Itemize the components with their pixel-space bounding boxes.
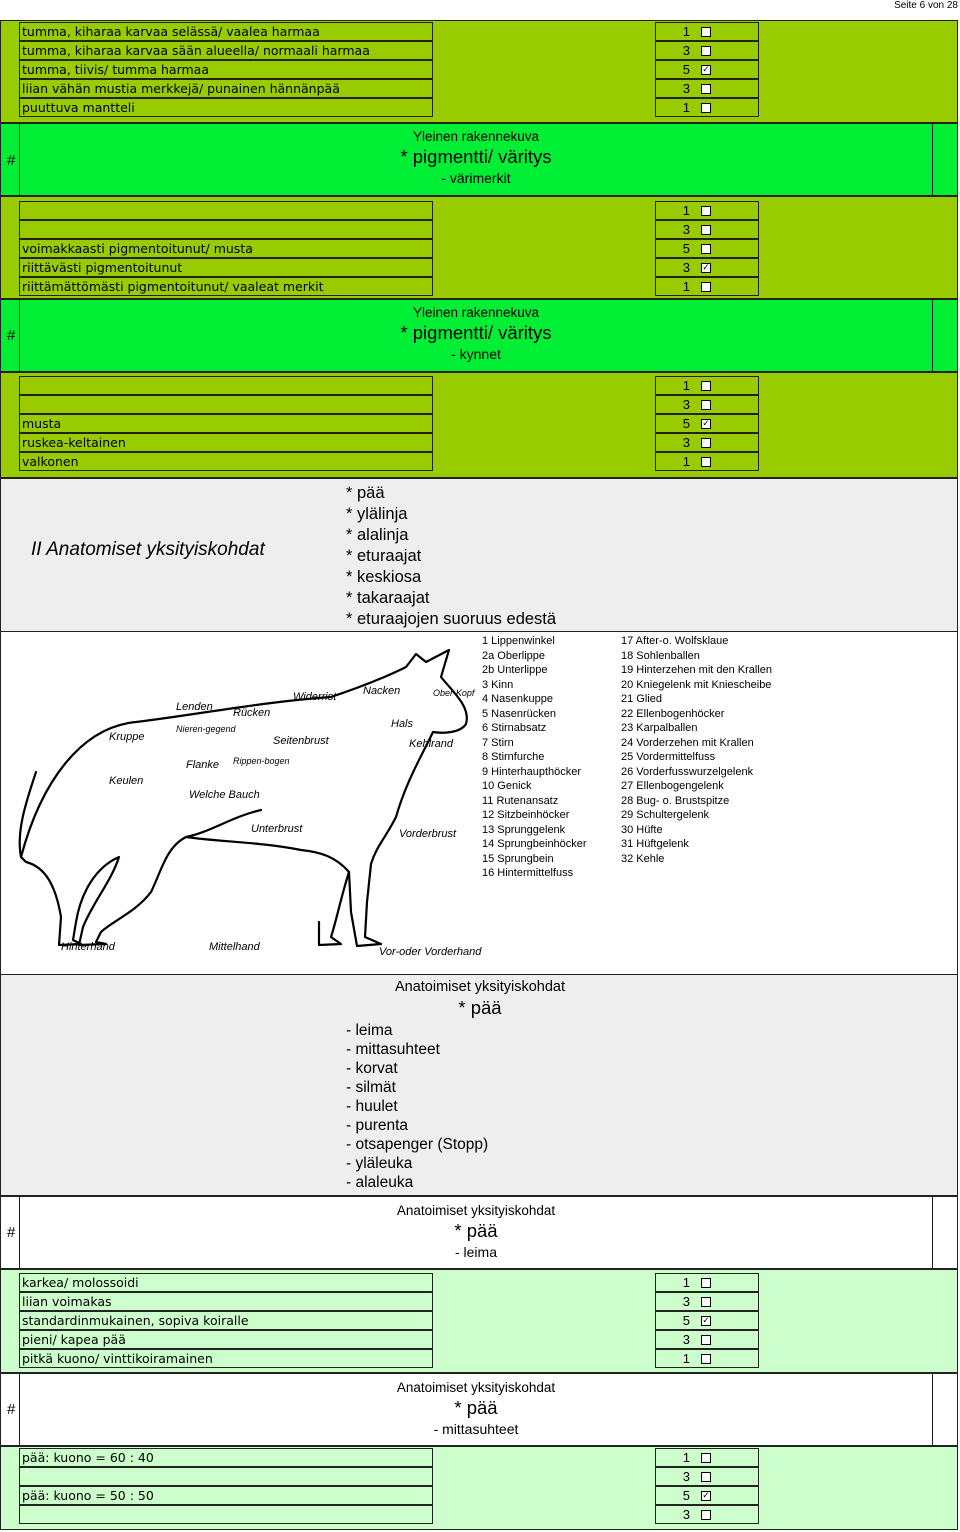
anatomy-item: * eturaajat [346,547,422,565]
head-detail-item: - otsapenger (Stopp) [346,1136,489,1153]
score-checkbox[interactable] [701,1297,711,1307]
option-label: pää: kuono = 60 : 40 [19,1448,433,1467]
dog-label-vorhand: Vor-oder Vorderhand [379,946,482,958]
option-block-markings [0,196,958,299]
score-cell [655,1505,759,1524]
score-checkbox[interactable] [701,1453,711,1463]
score-cell [655,1292,759,1311]
legend-item: 1 Lippenwinkel [482,635,555,647]
head-detail-item: - yläleuka [346,1155,413,1172]
score-cell [655,79,759,98]
option-label: tumma, kiharaa karvaa sään alueella/ normaali harmaa [19,41,433,60]
score-cell [655,414,759,433]
score-value: 3 [682,1469,690,1484]
score-cell [655,376,759,395]
dog-label-kehlrand: Kehlrand [409,738,454,750]
legend-item: 29 Schultergelenk [621,809,710,821]
option-label: riittämättömästi pigmentoitunut/ vaaleat merkit [19,277,433,296]
dog-label-mittelhand: Mittelhand [209,941,260,953]
anatomy-section [0,478,958,632]
dog-label-kruppe: Kruppe [109,731,145,743]
score-cell [655,41,759,60]
header-line3: - värimerkit [441,170,511,186]
section-header-mittasuhteet [0,1373,958,1446]
score-value: 3 [682,435,690,450]
score-value: 5 [682,241,690,256]
legend-item: 9 Hinterhaupthöcker [482,765,582,778]
score-value: 1 [682,1275,690,1290]
option-label [19,1505,433,1524]
score-cell [655,22,759,41]
header-line2: * pigmentti/ väritys [400,322,552,343]
header-line2: * pigmentti/ väritys [400,146,552,167]
score-checkbox[interactable] [701,244,711,254]
legend-item: 17 After-o. Wolfsklaue [621,635,729,647]
section-hash: # [7,1224,16,1241]
score-checkbox[interactable] [701,103,711,113]
legend-item: 13 Sprunggelenk [482,823,566,836]
header-line2: * pää [454,1220,498,1241]
score-cell [655,433,759,452]
anatomy-list [346,483,556,630]
option-block-mittasuhteet [0,1446,958,1530]
option-block-nails [0,372,958,478]
score-value: 1 [682,1450,690,1465]
option-label [19,1467,433,1486]
legend-item: 30 Hüfte [621,823,663,836]
score-checkbox[interactable]: ✓ [702,263,710,273]
score-value: 1 [682,24,690,39]
score-checkbox[interactable] [701,457,711,467]
legend-item: 18 Sohlenballen [621,649,700,662]
score-value: 1 [682,203,690,218]
option-label: tumma, kiharaa karvaa selässä/ vaalea harmaa [19,22,433,41]
dog-label-welchebauch: Welche Bauch [189,789,260,801]
option-label: karkea/ molossoidi [19,1273,433,1292]
option-label: pieni/ kapea pää [19,1330,433,1349]
header-line3: - leima [454,1244,497,1260]
dog-label-keulen: Keulen [109,775,144,787]
legend-item: 7 Stirn [482,736,514,749]
page-number: Seite 6 von 28 [894,0,958,11]
dog-label-vorderbrust: Vorderbrust [399,828,457,840]
option-label: riittävästi pigmentoitunut [19,258,433,277]
score-value: 3 [682,1294,690,1309]
option-label: ruskea-keltainen [19,433,433,452]
legend-item: 14 Sprungbeinhöcker [482,838,587,850]
option-label: valkonen [19,452,433,471]
dog-label-oberkopf: Ober-Kopf [433,688,475,698]
score-cell [655,277,759,296]
option-block-leima [0,1269,958,1373]
legend-item: 23 Karpalballen [621,722,698,734]
section-header-text [19,300,933,371]
score-checkbox[interactable] [701,27,711,37]
score-checkbox[interactable] [701,225,711,235]
legend-column-2 [621,634,772,866]
score-value: 3 [682,260,690,275]
legend-column-1 [482,634,587,881]
score-value: 1 [682,100,690,115]
score-checkbox[interactable] [701,381,711,391]
option-block-colour [0,20,958,123]
legend-item: 11 Rutenansatz [482,794,559,807]
option-label: liian vähän mustia merkkejä/ punainen hännänpää [19,79,433,98]
score-checkbox[interactable]: ✓ [702,419,710,429]
legend-item: 10 Genick [482,780,532,792]
score-cell [655,1486,759,1505]
score-cell [655,1311,759,1330]
score-checkbox[interactable] [701,1472,711,1482]
score-value: 5 [682,62,690,77]
anatomy-item: * eturaajojen suoruus edestä [346,610,557,628]
score-cell [655,239,759,258]
option-label [19,376,433,395]
head-details-subtitle: * pää [458,997,502,1018]
legend-item: 12 Sitzbeinhöcker [482,809,570,821]
head-detail-item: - huulet [346,1098,398,1115]
legend-item: 6 Stirnabsatz [482,722,547,734]
option-label: musta [19,414,433,433]
option-label: voimakkaasti pigmentoitunut/ musta [19,239,433,258]
option-label [19,395,433,414]
score-cell [655,60,759,79]
head-details-section [0,974,958,1196]
section-header-nails [0,299,958,372]
option-label: tumma, tiivis/ tumma harmaa [19,60,433,79]
legend-item: 31 Hüftgelenk [621,838,689,850]
score-cell [655,98,759,117]
dog-label-rippenbogen: Rippen-bogen [233,756,290,766]
legend-item: 27 Ellenbogengelenk [621,780,724,792]
score-value: 1 [682,279,690,294]
legend-item: 20 Kniegelenk mit Kniescheibe [621,678,772,691]
score-cell [655,395,759,414]
score-checkbox[interactable] [701,84,711,94]
legend-item: 16 Hintermittelfuss [482,867,574,879]
header-line2: * pää [454,1397,498,1418]
score-cell [655,1467,759,1486]
legend-item: 25 Vordermittelfuss [621,751,716,763]
head-details-title: Anatoimiset yksityiskohdat [394,979,566,995]
head-detail-item: - silmät [346,1079,396,1096]
score-checkbox[interactable] [701,1510,711,1520]
score-value: 3 [682,43,690,58]
option-label: liian voimakas [19,1292,433,1311]
dog-label-hals: Hals [391,718,414,730]
legend-item: 4 Nasenkuppe [482,693,553,705]
legend-item: 22 Ellenbogenhöcker [621,707,725,720]
header-line3: - mittasuhteet [433,1421,519,1437]
dog-label-lenden: Lenden [176,701,213,713]
score-cell [655,201,759,220]
score-cell [655,220,759,239]
option-label: puuttuva mantteli [19,98,433,117]
head-detail-item: - mittasuhteet [346,1041,440,1058]
option-label: pitkä kuono/ vinttikoiramainen [19,1349,433,1368]
score-checkbox[interactable]: ✓ [702,65,710,75]
legend-item: 2b Unterlippe [482,664,548,676]
score-value: 3 [682,1332,690,1347]
head-detail-item: - korvat [346,1060,398,1077]
header-line1: Yleinen rakennekuva [412,305,540,320]
legend-item: 24 Vorderzehen mit Krallen [621,736,754,749]
dog-anatomy-drawing [1,632,501,972]
legend-item: 21 Glied [621,693,662,705]
option-label: standardinmukainen, sopiva koiralle [19,1311,433,1330]
score-checkbox[interactable]: ✓ [702,1316,710,1326]
legend-item: 5 Nasenrücken [482,707,556,720]
section-header-markings [0,123,958,196]
anatomy-diagram [0,631,958,975]
dog-label-unterbrust: Unterbrust [251,823,303,835]
section-hash: # [7,327,16,344]
header-line1: Anatoimiset yksityiskohdat [396,1380,556,1395]
score-cell [655,1349,759,1368]
score-checkbox[interactable] [701,1278,711,1288]
score-value: 1 [682,378,690,393]
legend-item: 28 Bug- o. Brustspitze [621,794,730,807]
header-line3: - kynnet [451,346,501,362]
legend-item: 19 Hinterzehen mit den Krallen [621,664,773,676]
head-detail-item: - leima [346,1022,393,1039]
section-header-text [19,124,933,195]
score-checkbox[interactable] [701,46,711,56]
dog-label-widerrist: Widerrist [293,691,337,703]
score-checkbox[interactable] [701,206,711,216]
score-checkbox[interactable] [701,400,711,410]
dog-label-nierengegend: Nieren-gegend [176,724,236,734]
dog-label-ruecken: Rücken [233,707,271,719]
header-line1: Yleinen rakennekuva [412,129,540,144]
section-header-text [19,1374,933,1445]
section-header-leima [0,1196,958,1269]
dog-label-flanke: Flanke [186,759,220,771]
score-value: 5 [682,416,690,431]
dog-label-nacken: Nacken [363,685,401,697]
legend-item: 26 Vorderfusswurzelgelenk [621,765,754,778]
score-value: 5 [682,1488,690,1503]
score-value: 1 [682,1351,690,1366]
score-checkbox[interactable] [701,438,711,448]
score-checkbox[interactable] [701,1354,711,1364]
section-hash: # [7,1401,16,1418]
score-value: 3 [682,222,690,237]
score-cell [655,452,759,471]
legend-item: 8 Stirnfurche [482,751,545,763]
legend-item: 3 Kinn [482,678,514,691]
option-label [19,201,433,220]
dog-label-seitenbrust: Seitenbrust [273,735,329,747]
score-cell [655,1273,759,1292]
score-value: 5 [682,1313,690,1328]
head-detail-item: - purenta [346,1117,409,1134]
anatomy-item: * alalinja [346,526,409,544]
anatomy-title: II Anatomiset yksityiskohdat [31,539,265,560]
legend-item: 15 Sprungbein [482,852,554,865]
score-checkbox[interactable]: ✓ [702,1491,710,1501]
legend-item: 2a Oberlippe [482,649,545,662]
score-value: 3 [682,81,690,96]
anatomy-item: * takaraajat [346,589,430,607]
head-detail-item: - alaleuka [346,1174,414,1191]
anatomy-item: * pää [346,484,385,502]
score-checkbox[interactable] [701,282,711,292]
header-line1: Anatoimiset yksityiskohdat [396,1203,556,1218]
option-label [19,220,433,239]
score-value: 3 [682,397,690,412]
score-cell [655,1330,759,1349]
score-value: 1 [682,454,690,469]
score-cell [655,1448,759,1467]
head-details-list [346,1021,488,1192]
score-cell [655,258,759,277]
dog-label-hinterhand: Hinterhand [61,941,115,953]
score-value: 3 [682,1507,690,1522]
anatomy-item: * keskiosa [346,568,422,586]
section-hash: # [7,152,16,169]
score-checkbox[interactable] [701,1335,711,1345]
anatomy-item: * ylälinja [346,505,408,523]
section-header-text [19,1197,933,1268]
legend-item: 32 Kehle [621,852,665,865]
option-label: pää: kuono = 50 : 50 [19,1486,433,1505]
